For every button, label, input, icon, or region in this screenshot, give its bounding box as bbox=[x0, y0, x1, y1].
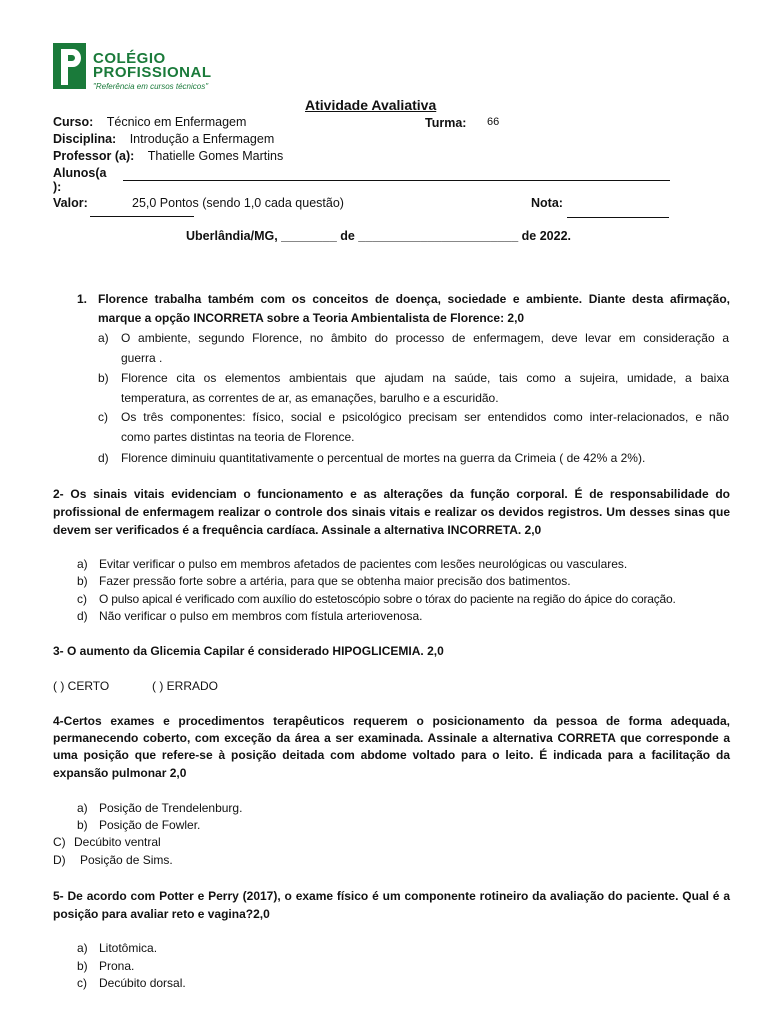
q1-text-line1: Florence trabalha também com os conceitos de doença, sociedade e ambiente. Diante desta afirmação, bbox=[98, 292, 730, 306]
disciplina-value: Introdução a Enfermagem bbox=[129, 132, 275, 146]
logo-tagline: "Referência em cursos técnicos" bbox=[93, 82, 209, 91]
q2-option-d-text: Não verificar o pulso em membros com fístula arteriovenosa. bbox=[99, 609, 423, 623]
professor-value: Thatielle Gomes Martins bbox=[147, 149, 284, 163]
q1-option-a-label: a) bbox=[98, 331, 109, 345]
q1-option-b-line1: Florence cita os elementos ambientais que ajudam na saúde, tais como a sujeira, umidade, a baixa bbox=[121, 371, 729, 385]
valor-line bbox=[90, 216, 194, 217]
q4-option-c-text: Decúbito ventral bbox=[74, 835, 161, 849]
q4-option-c-label: C) bbox=[53, 835, 66, 849]
q2-option-c-label: c) bbox=[77, 592, 87, 606]
q4-option-b-text: Posição de Fowler. bbox=[99, 818, 201, 832]
alunos-label-cont: ): bbox=[53, 180, 62, 194]
q2-option-a-label: a) bbox=[77, 557, 88, 571]
q2-text-line1: 2- Os sinais vitais evidenciam o funcionamento e as alterações da função corporal. É de responsabilidade do bbox=[53, 487, 730, 501]
q4-option-b-label: b) bbox=[77, 818, 88, 832]
curso-label: Curso: bbox=[53, 115, 94, 129]
q5-text-line2: posição para avaliar reto e vagina?2,0 bbox=[53, 907, 270, 921]
date-line: Uberlândia/MG, ________ de _______________________ de 2022. bbox=[186, 229, 572, 243]
page-title: Atividade Avaliativa bbox=[305, 97, 437, 113]
q1-option-c-label: c) bbox=[98, 410, 108, 424]
logo-text-line2: PROFISSIONAL bbox=[93, 64, 212, 81]
q5-option-c-label: c) bbox=[77, 976, 87, 990]
q3-option-certo[interactable]: ( ) CERTO bbox=[53, 679, 110, 693]
logo-text-line1: COLÉGIO bbox=[93, 50, 166, 67]
professor-row bbox=[53, 149, 283, 163]
q1-option-a-line1: O ambiente, segundo Florence, no âmbito do processo de enfermagem, deve levar em consideração a bbox=[121, 331, 729, 345]
curso-value: Técnico em Enfermagem bbox=[106, 115, 247, 129]
q3-text: 3- O aumento da Glicemia Capilar é considerado HIPOGLICEMIA. 2,0 bbox=[53, 644, 444, 658]
valor-value: 25,0 Pontos (sendo 1,0 cada questão) bbox=[132, 196, 344, 210]
q4-option-a-text: Posição de Trendelenburg. bbox=[99, 801, 243, 815]
turma-value: 66 bbox=[487, 116, 500, 128]
q4-text-line3: uma posição que refere-se à posição deitada com abdome voltado para o leito. É indicada para a facilitação da bbox=[53, 748, 730, 762]
q4-text-line4: expansão pulmonar 2,0 bbox=[53, 766, 187, 780]
q5-option-a-label: a) bbox=[77, 941, 88, 955]
q1-option-c-line1: Os três componentes: físico, social e psicológico precisam ser entendidos como inter-relacionados, e não bbox=[121, 410, 729, 424]
q4-option-a-label: a) bbox=[77, 801, 88, 815]
nota-line[interactable] bbox=[567, 217, 669, 218]
curso-row bbox=[53, 115, 246, 129]
q1-option-c-line2: como partes distintas na teoria de Florence. bbox=[121, 430, 355, 444]
q1-option-b-label: b) bbox=[98, 371, 109, 385]
q1-option-d-label: d) bbox=[98, 451, 109, 465]
q2-text-line3: devem ser verificados é a frequência cardíaca. Assinale a alternativa INCORRETA. 2,0 bbox=[53, 523, 542, 537]
q4-option-d-text: Posição de Sims. bbox=[80, 853, 173, 867]
school-logo-icon bbox=[53, 43, 86, 89]
q5-option-c-text: Decúbito dorsal. bbox=[99, 976, 186, 990]
q1-number: 1. bbox=[77, 292, 88, 306]
q1-option-b-line2: temperatura, as correntes de ar, as emanações, barulho e a escuridão. bbox=[121, 391, 499, 405]
q5-text-line1: 5- De acordo com Potter e Perry (2017), o exame físico é um componente rotineiro da avaliação do paciente. Qual é a bbox=[53, 889, 730, 903]
alunos-label: Alunos(a bbox=[53, 166, 107, 180]
nota-label: Nota: bbox=[531, 196, 563, 210]
q2-option-d-label: d) bbox=[77, 609, 88, 623]
q2-text-line2: profissional de enfermagem realizar o controle dos sinais vitais e realizar os devidos registros. Um desses sinas que bbox=[53, 505, 730, 519]
q5-option-a-text: Litotômica. bbox=[99, 941, 158, 955]
turma-label: Turma: bbox=[425, 116, 467, 130]
q2-option-a-text: Evitar verificar o pulso em membros afetados de pacientes com lesões neurológicas ou vasculares. bbox=[99, 557, 628, 571]
disciplina-label: Disciplina: bbox=[53, 132, 117, 146]
alunos-line[interactable] bbox=[123, 180, 670, 181]
q5-option-b-label: b) bbox=[77, 959, 88, 973]
q4-text-line2: permanecendo coberto, com exceção da área a ser examinada. Assinale a alternativa CORRETA que corresponde a bbox=[53, 731, 730, 745]
q4-text-line1: 4-Certos exames e procedimentos terapêuticos requerem o posicionamento da pessoa de forma adequada, bbox=[53, 714, 730, 728]
q5-option-b-text: Prona. bbox=[99, 959, 135, 973]
valor-label: Valor: bbox=[53, 196, 88, 210]
q1-option-d-line1: Florence diminuiu quantitativamente o percentual de mortes na guerra da Crimeia ( de 42% a 2%). bbox=[121, 451, 646, 465]
disciplina-row bbox=[53, 132, 274, 146]
q1-option-a-line2: guerra . bbox=[121, 351, 163, 365]
q2-option-c-text: O pulso apical é verificado com auxílio do estetoscópio sobre o tórax do paciente na região do ápice do coração. bbox=[99, 592, 676, 606]
q2-option-b-text: Fazer pressão forte sobre a artéria, para que se obtenha maior precisão dos batimentos. bbox=[99, 574, 571, 588]
q4-option-d-label: D) bbox=[53, 853, 66, 867]
professor-label: Professor (a): bbox=[53, 149, 135, 163]
q2-option-b-label: b) bbox=[77, 574, 88, 588]
q3-option-errado[interactable]: ( ) ERRADO bbox=[152, 679, 218, 693]
q1-text-line2: marque a opção INCORRETA sobre a Teoria Ambientalista de Florence: 2,0 bbox=[98, 311, 525, 325]
